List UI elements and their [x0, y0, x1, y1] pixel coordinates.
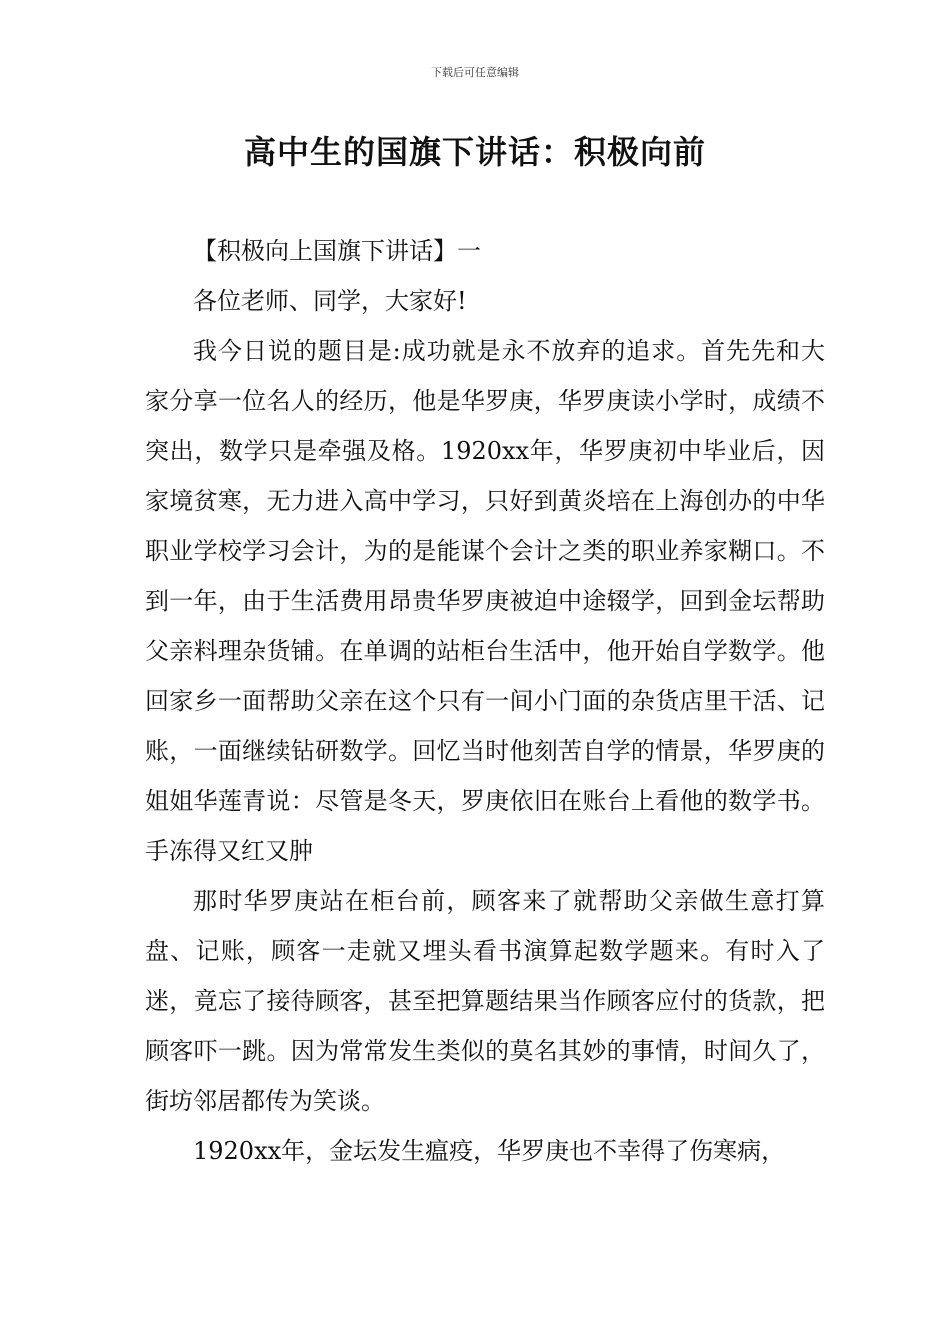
header-note: 下载后可任意编辑: [431, 66, 519, 79]
paragraph: 1920xx年，金坛发生瘟疫，华罗庚也不幸得了伤寒病，: [193, 1137, 786, 1165]
document-title: 高中生的国旗下讲话：积极向前: [243, 133, 706, 171]
document-body: [145, 226, 825, 1176]
paragraph: 那时华罗庚站在柜台前，顾客来了就帮助父亲做生意打算盘、记账，顾客一走就又埋头看书演算起数学题来。有时入了迷，竟忘了接待顾客，甚至把算题结果当作顾客应付的货款，把顾客吓一跳。因为常常发生类似的莫名其妙的事情，时间久了，街坊邻居都传为笑谈。: [145, 887, 825, 1115]
paragraph: 我今日说的题目是:成功就是永不放弃的追求。首先先和大家分享一位名人的经历，他是华罗庚，华罗庚读小学时，成绩不突出，数学只是牵强及格。1920xx年，华罗庚初中毕业后，因家境贫寒，无力进入高中学习，只好到黄炎培在上海创办的中华职业学校学习会计，为的是能谋个会计之类的职业养家糊口。不到一年，由于生活费用昂贵华罗庚被迫中途辍学，回到金坛帮助父亲料理杂货铺。在单调的站柜台生活中，他开始自学数学。他回家乡一面帮助父亲在这个只有一间小门面的杂货店里干活、记账，一面继续钻研数学。回忆当时他刻苦自学的情景，华罗庚的姐姐华莲青说：尽管是冬天，罗庚依旧在账台上看他的数学书。手冻得又红又肿: [145, 337, 825, 865]
paragraph-section-heading: 【积极向上国旗下讲话】一: [193, 237, 481, 265]
paragraph-greeting: 各位老师、同学，大家好!: [193, 287, 467, 315]
